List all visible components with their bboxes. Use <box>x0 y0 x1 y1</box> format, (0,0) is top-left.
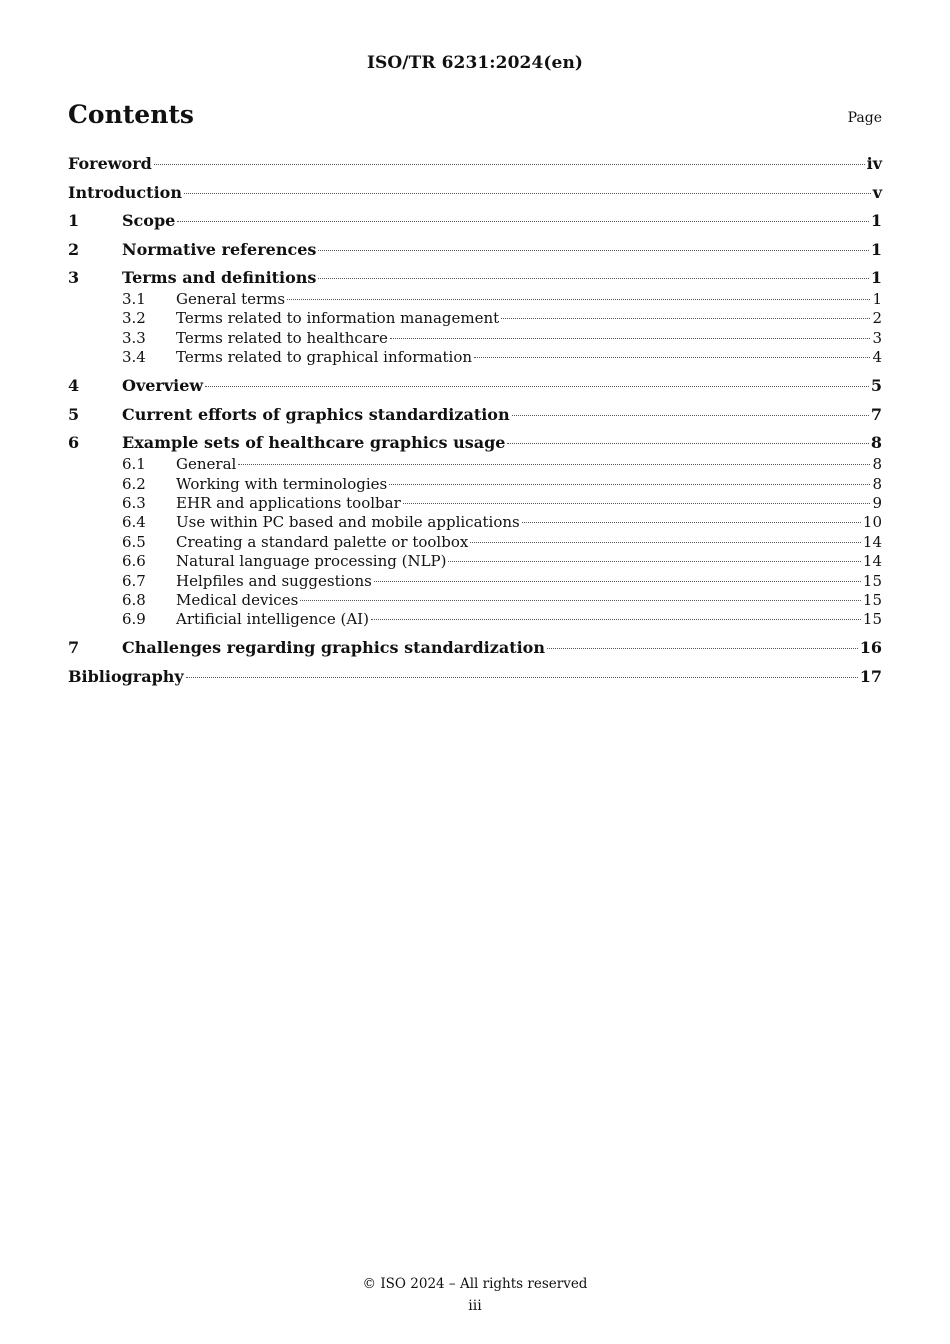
toc-entry-number: 6.5 <box>122 532 146 551</box>
toc-entry-title: Current efforts of graphics standardization <box>122 404 510 424</box>
dot-leader <box>287 299 870 300</box>
toc-entry-number: 6 <box>68 433 80 453</box>
toc-entry-title: Challenges regarding graphics standardization <box>122 638 545 658</box>
toc-entry-title: Example sets of healthcare graphics usage <box>122 433 506 453</box>
dot-leader <box>184 193 871 194</box>
dot-leader <box>318 278 868 279</box>
toc-subentry-6-9[interactable] <box>68 610 882 636</box>
toc-entry-number: 2 <box>68 239 80 259</box>
toc-entry-title: General terms <box>176 290 286 308</box>
toc-entry-bibliography[interactable] <box>68 665 882 694</box>
toc-entry-page: 8 <box>872 455 882 474</box>
toc-entry-page: 17 <box>859 666 882 686</box>
toc-subentry-3-4[interactable] <box>68 348 882 374</box>
toc-entry-page: 14 <box>862 552 882 571</box>
dot-leader <box>371 619 861 620</box>
toc-entry-number: 6.4 <box>122 513 146 532</box>
toc-subentry-3-1[interactable] <box>68 290 882 309</box>
toc-entry-number: 1 <box>68 211 80 230</box>
toc-entry-foreword[interactable] <box>68 152 882 181</box>
dot-leader <box>512 415 869 416</box>
toc-entry-title: Creating a standard palette or toolbox <box>176 532 469 551</box>
toc-entry-title: Natural language processing (NLP) <box>176 552 447 571</box>
dot-leader <box>474 357 870 358</box>
toc-entry-title: Foreword <box>68 154 152 173</box>
toc-entry-page: 15 <box>862 590 882 609</box>
dot-leader <box>448 561 860 562</box>
toc-entry-page: 2 <box>872 309 882 328</box>
toc-entry-number: 6.8 <box>122 590 146 609</box>
toc-subentry-3-2[interactable] <box>68 309 882 328</box>
dot-leader <box>522 522 861 523</box>
toc-entry-title: Artificial intelligence (AI) <box>176 610 369 629</box>
toc-entry-number: 6.7 <box>122 571 146 590</box>
toc-entry-number: 3.2 <box>122 309 146 328</box>
toc-entry-scope[interactable] <box>68 209 882 238</box>
dot-leader <box>403 503 871 504</box>
toc-entry-page: 1 <box>870 211 882 230</box>
toc-entry-title: Scope <box>122 211 176 230</box>
toc-entry-number: 6.1 <box>122 455 146 474</box>
dot-leader <box>205 386 869 387</box>
dot-leader <box>238 464 870 465</box>
dot-leader <box>547 648 858 649</box>
toc-entry-title: General <box>176 455 237 474</box>
toc-entry-number: 7 <box>68 638 80 658</box>
toc-entry-title: Normative references <box>122 239 317 259</box>
toc-entry-page: 16 <box>859 638 882 658</box>
toc-entry-title: Terms and definitions <box>122 268 317 287</box>
dot-leader <box>507 443 868 444</box>
toc-entry-normative-references[interactable] <box>68 238 882 267</box>
toc-entry-title: Working with terminologies <box>176 474 388 493</box>
toc-entry-title: Terms related to healthcare <box>176 328 388 347</box>
toc-entry-page: 1 <box>870 268 882 287</box>
toc-entry-number: 5 <box>68 404 80 424</box>
toc-entry-title: Overview <box>122 376 204 396</box>
page-number: iii <box>468 1298 482 1314</box>
toc-entry-page: 9 <box>872 493 882 512</box>
contents-heading: Contents <box>68 100 195 129</box>
dot-leader <box>318 250 868 251</box>
toc-entry-page: 14 <box>862 532 882 551</box>
toc-entry-title: Use within PC based and mobile applications <box>176 513 520 532</box>
toc-entry-number: 3.1 <box>122 290 146 308</box>
toc-subentry-6-4[interactable] <box>68 513 882 532</box>
toc-entry-title: Medical devices <box>176 590 299 609</box>
dot-leader <box>154 164 865 165</box>
toc-subentry-6-3[interactable] <box>68 494 882 513</box>
toc-entry-page: 1 <box>870 239 882 259</box>
toc-subentry-6-7[interactable] <box>68 572 882 591</box>
toc-entry-page: 4 <box>872 348 882 367</box>
toc-entry-number: 3 <box>68 268 80 287</box>
document-id-header: ISO/TR 6231:2024(en) <box>366 53 584 73</box>
copyright-notice: © ISO 2024 – All rights reserved <box>362 1276 588 1292</box>
toc-entry-page: 15 <box>862 610 882 629</box>
dot-leader <box>470 542 861 543</box>
toc-entry-title: Terms related to information management <box>176 309 500 328</box>
page-column-label: Page <box>847 110 882 126</box>
toc-entry-page: 8 <box>872 474 882 493</box>
toc-subentry-6-1[interactable] <box>68 455 882 474</box>
toc-entry-page: 1 <box>872 290 882 308</box>
toc-entry-overview[interactable] <box>68 374 882 403</box>
toc-entry-number: 6.3 <box>122 493 146 512</box>
dot-leader <box>389 484 870 485</box>
toc-subentry-6-8[interactable] <box>68 591 882 610</box>
toc-entry-number: 6.6 <box>122 552 146 571</box>
toc-entry-current-efforts[interactable] <box>68 403 882 432</box>
toc-entry-number: 6.2 <box>122 474 146 493</box>
toc-entry-title: Terms related to graphical information <box>176 348 473 367</box>
toc-entry-title: Helpfiles and suggestions <box>176 571 372 590</box>
dot-leader <box>390 338 871 339</box>
toc-entry-page: 15 <box>862 571 882 590</box>
toc-entry-number: 3.4 <box>122 348 146 367</box>
dot-leader <box>501 318 870 319</box>
toc-subentry-6-6[interactable] <box>68 552 882 571</box>
toc-entry-number: 3.3 <box>122 328 146 347</box>
toc-entry-title: EHR and applications toolbar <box>176 493 401 512</box>
toc-entry-number: 6.9 <box>122 610 146 629</box>
dot-leader <box>177 221 869 222</box>
toc-entry-introduction[interactable] <box>68 181 882 210</box>
toc-entry-page: 8 <box>870 433 882 453</box>
toc-entry-title: Bibliography <box>68 666 184 686</box>
toc-subentry-6-2[interactable] <box>68 475 882 494</box>
dot-leader <box>300 600 861 601</box>
table-of-contents <box>68 152 882 693</box>
toc-entry-page: 7 <box>870 404 882 424</box>
toc-subentry-6-5[interactable] <box>68 533 882 552</box>
toc-entry-page: 3 <box>872 328 882 347</box>
toc-entry-challenges[interactable] <box>68 636 882 665</box>
toc-entry-page: iv <box>866 154 882 173</box>
toc-entry-number: 4 <box>68 376 80 396</box>
toc-entry-terms-and-definitions[interactable] <box>68 266 882 290</box>
toc-subentry-3-3[interactable] <box>68 329 882 348</box>
dot-leader <box>186 677 858 678</box>
toc-entry-example-sets[interactable] <box>68 431 882 455</box>
toc-entry-page: 5 <box>870 376 882 396</box>
toc-entry-page: 10 <box>862 513 882 532</box>
toc-entry-page: v <box>872 182 882 202</box>
dot-leader <box>374 581 861 582</box>
toc-entry-title: Introduction <box>68 182 182 202</box>
